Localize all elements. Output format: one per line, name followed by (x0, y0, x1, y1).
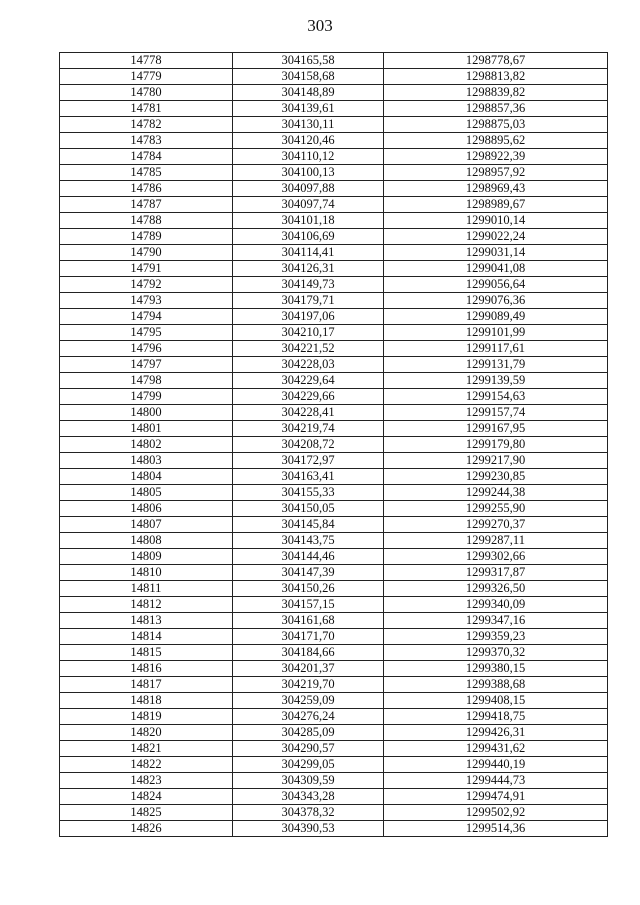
table-row (60, 517, 608, 533)
x-coordinate-cell: 304110,12 (233, 149, 384, 165)
x-coordinate-cell: 304228,03 (233, 357, 384, 373)
y-coordinate-cell: 1299167,95 (384, 421, 608, 437)
x-coordinate-cell: 304179,71 (233, 293, 384, 309)
y-coordinate-cell: 1299502,92 (384, 805, 608, 821)
table-row (60, 197, 608, 213)
y-coordinate-cell: 1299157,74 (384, 405, 608, 421)
table-row (60, 757, 608, 773)
x-coordinate-cell: 304343,28 (233, 789, 384, 805)
x-coordinate-cell: 304219,74 (233, 421, 384, 437)
point-number-cell: 14780 (60, 85, 233, 101)
point-number-cell: 14810 (60, 565, 233, 581)
x-coordinate-cell: 304145,84 (233, 517, 384, 533)
x-coordinate-cell: 304378,32 (233, 805, 384, 821)
y-coordinate-cell: 1299388,68 (384, 677, 608, 693)
y-coordinate-cell: 1299380,15 (384, 661, 608, 677)
point-number-cell: 14807 (60, 517, 233, 533)
table-row (60, 149, 608, 165)
point-number-cell: 14779 (60, 69, 233, 85)
y-coordinate-cell: 1299255,90 (384, 501, 608, 517)
point-number-cell: 14786 (60, 181, 233, 197)
table-row (60, 277, 608, 293)
x-coordinate-cell: 304097,88 (233, 181, 384, 197)
y-coordinate-cell: 1299514,36 (384, 821, 608, 837)
table-row (60, 181, 608, 197)
x-coordinate-cell: 304101,18 (233, 213, 384, 229)
table-row (60, 469, 608, 485)
table-row (60, 549, 608, 565)
x-coordinate-cell: 304201,37 (233, 661, 384, 677)
point-number-cell: 14794 (60, 309, 233, 325)
y-coordinate-cell: 1299426,31 (384, 725, 608, 741)
point-number-cell: 14816 (60, 661, 233, 677)
table-row (60, 565, 608, 581)
table-row (60, 805, 608, 821)
point-number-cell: 14821 (60, 741, 233, 757)
y-coordinate-cell: 1299370,32 (384, 645, 608, 661)
point-number-cell: 14781 (60, 101, 233, 117)
x-coordinate-cell: 304139,61 (233, 101, 384, 117)
coordinates-table (59, 52, 608, 837)
point-number-cell: 14798 (60, 373, 233, 389)
y-coordinate-cell: 1299431,62 (384, 741, 608, 757)
y-coordinate-cell: 1299010,14 (384, 213, 608, 229)
y-coordinate-cell: 1299056,64 (384, 277, 608, 293)
table-row (60, 133, 608, 149)
x-coordinate-cell: 304150,05 (233, 501, 384, 517)
x-coordinate-cell: 304163,41 (233, 469, 384, 485)
x-coordinate-cell: 304147,39 (233, 565, 384, 581)
point-number-cell: 14797 (60, 357, 233, 373)
x-coordinate-cell: 304114,41 (233, 245, 384, 261)
x-coordinate-cell: 304155,33 (233, 485, 384, 501)
point-number-cell: 14782 (60, 117, 233, 133)
table-row (60, 421, 608, 437)
x-coordinate-cell: 304228,41 (233, 405, 384, 421)
y-coordinate-cell: 1299076,36 (384, 293, 608, 309)
point-number-cell: 14808 (60, 533, 233, 549)
y-coordinate-cell: 1299474,91 (384, 789, 608, 805)
y-coordinate-cell: 1299287,11 (384, 533, 608, 549)
table-row (60, 101, 608, 117)
point-number-cell: 14809 (60, 549, 233, 565)
point-number-cell: 14801 (60, 421, 233, 437)
x-coordinate-cell: 304197,06 (233, 309, 384, 325)
x-coordinate-cell: 304143,75 (233, 533, 384, 549)
table-row (60, 165, 608, 181)
point-number-cell: 14803 (60, 453, 233, 469)
x-coordinate-cell: 304120,46 (233, 133, 384, 149)
point-number-cell: 14818 (60, 693, 233, 709)
y-coordinate-cell: 1298813,82 (384, 69, 608, 85)
point-number-cell: 14799 (60, 389, 233, 405)
y-coordinate-cell: 1299440,19 (384, 757, 608, 773)
table-row (60, 645, 608, 661)
table-row (60, 597, 608, 613)
point-number-cell: 14812 (60, 597, 233, 613)
y-coordinate-cell: 1298989,67 (384, 197, 608, 213)
x-coordinate-cell: 304184,66 (233, 645, 384, 661)
point-number-cell: 14778 (60, 53, 233, 69)
table-row (60, 325, 608, 341)
x-coordinate-cell: 304229,64 (233, 373, 384, 389)
point-number-cell: 14819 (60, 709, 233, 725)
x-coordinate-cell: 304149,73 (233, 277, 384, 293)
point-number-cell: 14791 (60, 261, 233, 277)
y-coordinate-cell: 1299230,85 (384, 469, 608, 485)
table-row (60, 53, 608, 69)
point-number-cell: 14815 (60, 645, 233, 661)
point-number-cell: 14811 (60, 581, 233, 597)
y-coordinate-cell: 1299270,37 (384, 517, 608, 533)
y-coordinate-cell: 1299101,99 (384, 325, 608, 341)
y-coordinate-cell: 1299041,08 (384, 261, 608, 277)
table-body (60, 53, 608, 837)
point-number-cell: 14814 (60, 629, 233, 645)
y-coordinate-cell: 1299418,75 (384, 709, 608, 725)
table-row (60, 229, 608, 245)
y-coordinate-cell: 1299317,87 (384, 565, 608, 581)
y-coordinate-cell: 1298875,03 (384, 117, 608, 133)
x-coordinate-cell: 304285,09 (233, 725, 384, 741)
point-number-cell: 14823 (60, 773, 233, 789)
x-coordinate-cell: 304100,13 (233, 165, 384, 181)
table-row (60, 85, 608, 101)
y-coordinate-cell: 1298895,62 (384, 133, 608, 149)
y-coordinate-cell: 1299131,79 (384, 357, 608, 373)
table-row (60, 789, 608, 805)
y-coordinate-cell: 1299089,49 (384, 309, 608, 325)
x-coordinate-cell: 304219,70 (233, 677, 384, 693)
point-number-cell: 14806 (60, 501, 233, 517)
x-coordinate-cell: 304157,15 (233, 597, 384, 613)
x-coordinate-cell: 304210,17 (233, 325, 384, 341)
table-row (60, 293, 608, 309)
x-coordinate-cell: 304208,72 (233, 437, 384, 453)
table-row (60, 613, 608, 629)
point-number-cell: 14788 (60, 213, 233, 229)
table-row (60, 533, 608, 549)
table-row (60, 581, 608, 597)
table-row (60, 389, 608, 405)
point-number-cell: 14796 (60, 341, 233, 357)
y-coordinate-cell: 1299302,66 (384, 549, 608, 565)
table-row (60, 693, 608, 709)
point-number-cell: 14817 (60, 677, 233, 693)
table-row (60, 501, 608, 517)
table-row (60, 117, 608, 133)
point-number-cell: 14787 (60, 197, 233, 213)
y-coordinate-cell: 1299244,38 (384, 485, 608, 501)
y-coordinate-cell: 1299408,15 (384, 693, 608, 709)
point-number-cell: 14785 (60, 165, 233, 181)
y-coordinate-cell: 1298922,39 (384, 149, 608, 165)
table-row (60, 661, 608, 677)
y-coordinate-cell: 1299340,09 (384, 597, 608, 613)
y-coordinate-cell: 1298969,43 (384, 181, 608, 197)
table-row (60, 373, 608, 389)
point-number-cell: 14805 (60, 485, 233, 501)
x-coordinate-cell: 304148,89 (233, 85, 384, 101)
table-row (60, 741, 608, 757)
point-number-cell: 14789 (60, 229, 233, 245)
table-row (60, 453, 608, 469)
y-coordinate-cell: 1299326,50 (384, 581, 608, 597)
point-number-cell: 14790 (60, 245, 233, 261)
y-coordinate-cell: 1299347,16 (384, 613, 608, 629)
table-row (60, 261, 608, 277)
x-coordinate-cell: 304309,59 (233, 773, 384, 789)
x-coordinate-cell: 304126,31 (233, 261, 384, 277)
x-coordinate-cell: 304229,66 (233, 389, 384, 405)
x-coordinate-cell: 304290,57 (233, 741, 384, 757)
point-number-cell: 14824 (60, 789, 233, 805)
table-row (60, 405, 608, 421)
x-coordinate-cell: 304165,58 (233, 53, 384, 69)
point-number-cell: 14802 (60, 437, 233, 453)
table-row (60, 245, 608, 261)
table-row (60, 629, 608, 645)
x-coordinate-cell: 304150,26 (233, 581, 384, 597)
y-coordinate-cell: 1298839,82 (384, 85, 608, 101)
table-row (60, 725, 608, 741)
y-coordinate-cell: 1299154,63 (384, 389, 608, 405)
table-row (60, 213, 608, 229)
x-coordinate-cell: 304130,11 (233, 117, 384, 133)
table-row (60, 309, 608, 325)
y-coordinate-cell: 1299031,14 (384, 245, 608, 261)
point-number-cell: 14813 (60, 613, 233, 629)
y-coordinate-cell: 1298857,36 (384, 101, 608, 117)
point-number-cell: 14820 (60, 725, 233, 741)
x-coordinate-cell: 304171,70 (233, 629, 384, 645)
point-number-cell: 14800 (60, 405, 233, 421)
y-coordinate-cell: 1299444,73 (384, 773, 608, 789)
table-row (60, 69, 608, 85)
y-coordinate-cell: 1298778,67 (384, 53, 608, 69)
point-number-cell: 14826 (60, 821, 233, 837)
table-row (60, 709, 608, 725)
point-number-cell: 14825 (60, 805, 233, 821)
y-coordinate-cell: 1299139,59 (384, 373, 608, 389)
point-number-cell: 14792 (60, 277, 233, 293)
page-number: 303 (307, 16, 333, 35)
y-coordinate-cell: 1299359,23 (384, 629, 608, 645)
point-number-cell: 14795 (60, 325, 233, 341)
table-row (60, 485, 608, 501)
x-coordinate-cell: 304299,05 (233, 757, 384, 773)
table-row (60, 341, 608, 357)
x-coordinate-cell: 304161,68 (233, 613, 384, 629)
x-coordinate-cell: 304106,69 (233, 229, 384, 245)
table-row (60, 773, 608, 789)
x-coordinate-cell: 304276,24 (233, 709, 384, 725)
x-coordinate-cell: 304097,74 (233, 197, 384, 213)
point-number-cell: 14784 (60, 149, 233, 165)
x-coordinate-cell: 304144,46 (233, 549, 384, 565)
table-row (60, 357, 608, 373)
y-coordinate-cell: 1298957,92 (384, 165, 608, 181)
table-row (60, 821, 608, 837)
table-row (60, 677, 608, 693)
x-coordinate-cell: 304390,53 (233, 821, 384, 837)
y-coordinate-cell: 1299179,80 (384, 437, 608, 453)
x-coordinate-cell: 304172,97 (233, 453, 384, 469)
point-number-cell: 14822 (60, 757, 233, 773)
x-coordinate-cell: 304259,09 (233, 693, 384, 709)
y-coordinate-cell: 1299022,24 (384, 229, 608, 245)
y-coordinate-cell: 1299117,61 (384, 341, 608, 357)
table-row (60, 437, 608, 453)
point-number-cell: 14793 (60, 293, 233, 309)
point-number-cell: 14804 (60, 469, 233, 485)
point-number-cell: 14783 (60, 133, 233, 149)
y-coordinate-cell: 1299217,90 (384, 453, 608, 469)
x-coordinate-cell: 304221,52 (233, 341, 384, 357)
x-coordinate-cell: 304158,68 (233, 69, 384, 85)
